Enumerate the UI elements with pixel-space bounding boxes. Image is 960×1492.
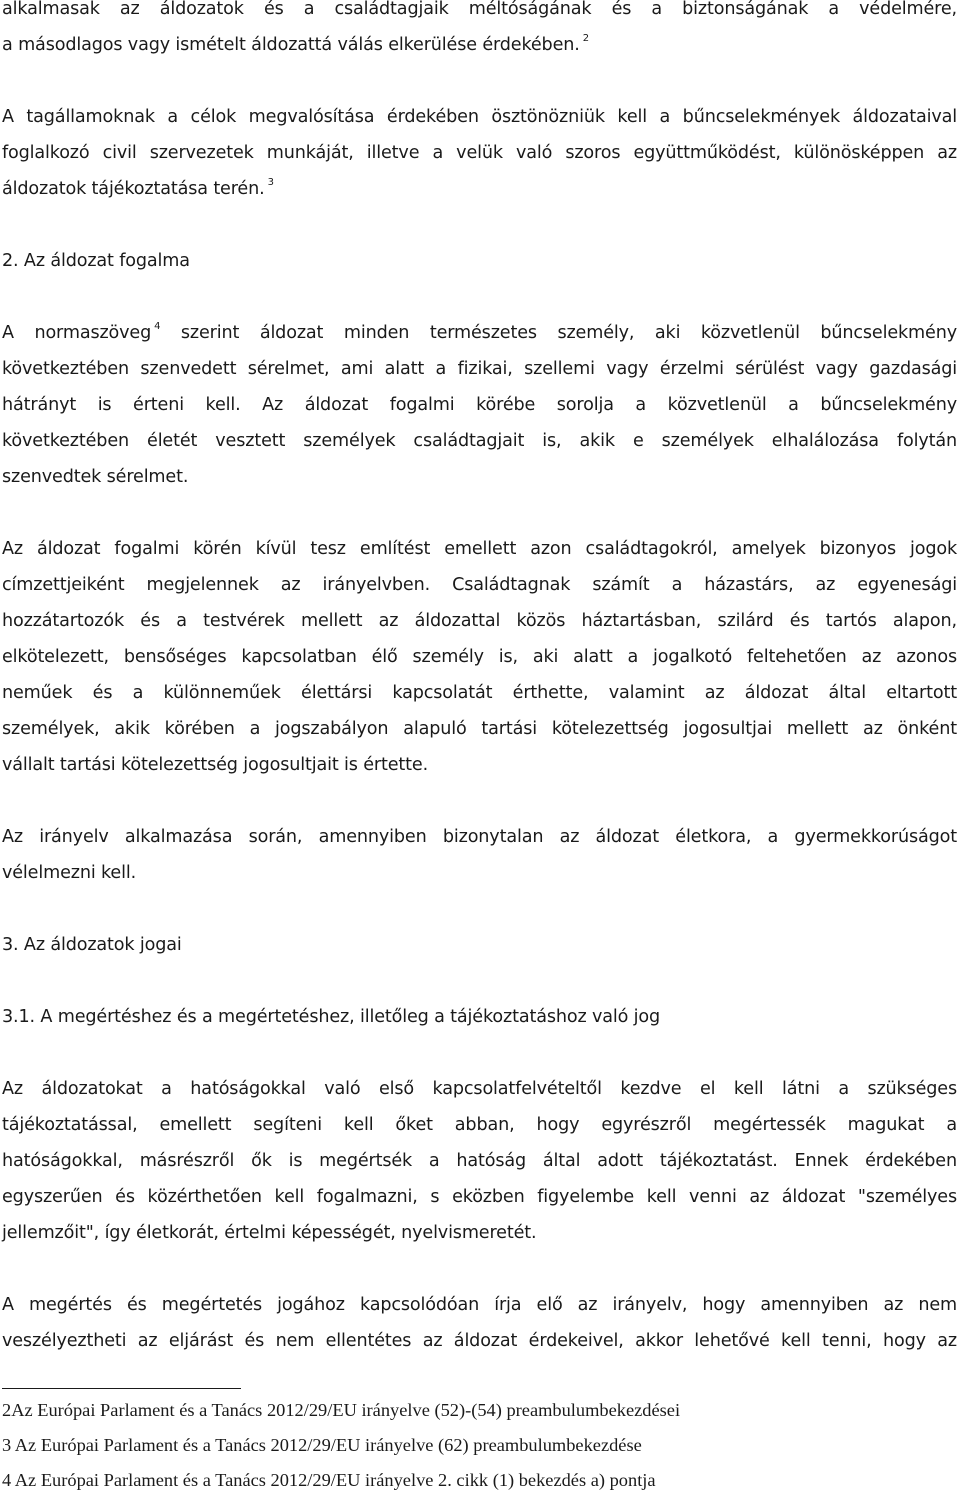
paragraph-line: vállalt tartási kötelezettség jogosultjait is értette. bbox=[2, 755, 429, 775]
paragraph-line: Az irányelv alkalmazása során, amennyiben bizonytalan az áldozat életkora, a gyermekkorúságot bbox=[2, 827, 957, 847]
paragraph-line: tájékoztatással, emellett segíteni kell őket abban, hogy egyrészről megértessék magukat a bbox=[2, 1115, 957, 1135]
section-heading: 3. Az áldozatok jogai bbox=[2, 935, 182, 955]
paragraph-text: A normaszöveg bbox=[2, 323, 152, 343]
paragraph-line: A tagállamoknak a célok megvalósítása érdekében ösztönözniük kell a bűncselekmények áldozataival bbox=[2, 107, 957, 127]
paragraph-line: következtében életét vesztett személyek családtagjait is, akik e személyek elhalálozása folytán bbox=[2, 431, 957, 451]
paragraph-line: alkalmasak az áldozatok és a családtagjaik méltóságának és a biztonságának a védelmére, bbox=[2, 0, 957, 19]
paragraph-line: Az áldozat fogalmi körén kívül tesz említést emellett azon családtagokról, amelyek bizonyos jogok bbox=[2, 539, 957, 559]
paragraph-line: vélelmezni kell. bbox=[2, 863, 137, 883]
paragraph-line: A megértés és megértetés jogához kapcsolódóan írja elő az irányelv, hogy amennyiben az nem bbox=[2, 1295, 957, 1315]
paragraph-line: jellemzőit", így életkorát, értelmi képességét, nyelvismeretét. bbox=[2, 1223, 537, 1243]
footnote: 4 Az Európai Parlament és a Tanács 2012/29/EU irányelve 2. cikk (1) bekezdés a) pontja bbox=[2, 1470, 656, 1490]
footnote: 3 Az Európai Parlament és a Tanács 2012/29/EU irányelve (62) preambulumbekezdése bbox=[2, 1435, 642, 1455]
section-heading: 2. Az áldozat fogalma bbox=[2, 251, 190, 271]
paragraph-text: a másodlagos vagy ismételt áldozattá válás elkerülése érdekében. bbox=[2, 35, 580, 55]
footnote: 2Az Európai Parlament és a Tanács 2012/29/EU irányelve (52)-(54) preambulumbekezdései bbox=[2, 1400, 681, 1420]
paragraph-text: áldozatok tájékoztatása terén. bbox=[2, 179, 265, 199]
paragraph-line: foglalkozó civil szervezetek munkáját, illetve a velük való szoros együttműködést, különösképpen az bbox=[2, 143, 957, 163]
subsection-heading: 3.1. A megértéshez és a megértetéshez, illetőleg a tájékoztatáshoz való jog bbox=[2, 1007, 661, 1027]
paragraph-line: hatóságokkal, másrészről ők is megértsék a hatóság által adott tájékoztatást. Ennek érdekében bbox=[2, 1151, 957, 1171]
paragraph-line: személyek, akik körében a jogszabályon alapuló tartási kötelezettség jogosultjai mellett az önként bbox=[2, 719, 957, 739]
footnote-ref[interactable]: 2 bbox=[582, 33, 589, 44]
paragraph-line: veszélyeztheti az eljárást és nem ellentétes az áldozat érdekeivel, akkor lehetővé kell tenni, hogy az bbox=[2, 1331, 957, 1351]
paragraph-line: Az áldozatokat a hatóságokkal való első kapcsolatfelvételtől kezdve el kell látni a szükséges bbox=[2, 1079, 957, 1099]
paragraph-line: szenvedtek sérelmet. bbox=[2, 467, 189, 487]
paragraph-line bbox=[2, 32, 957, 58]
paragraph-line: neműek és a különneműek élettársi kapcsolatát érthette, valamint az áldozat által eltartott bbox=[2, 683, 957, 703]
paragraph-line: egyszerűen és közérthetően kell fogalmazni, s eközben figyelembe kell venni az áldozat "személyes bbox=[2, 1187, 957, 1207]
footnote-ref[interactable]: 3 bbox=[267, 177, 274, 188]
footnote-ref[interactable]: 4 bbox=[154, 321, 161, 332]
paragraph-line: címzettjeiként megjelennek az irányelvben. Családtagnak számít a házastárs, az egyenesági bbox=[2, 575, 957, 595]
paragraph-line bbox=[2, 320, 957, 346]
footnote-separator bbox=[2, 1388, 241, 1389]
paragraph-line: következtében szenvedett sérelmet, ami alatt a fizikai, szellemi vagy érzelmi sérülést vagy gazdasági bbox=[2, 359, 957, 379]
paragraph-line: elkötelezett, bensőséges kapcsolatban élő személy is, aki alatt a jogalkotó feltehetően az azonos bbox=[2, 647, 957, 667]
paragraph-text: szerint áldozat minden természetes személy, aki közvetlenül bűncselekmény bbox=[180, 323, 957, 343]
paragraph-line: hozzátartozók és a testvérek mellett az áldozattal közös háztartásban, szilárd és tartós alapon, bbox=[2, 611, 957, 631]
paragraph-line: hátrányt is érteni kell. Az áldozat fogalmi körébe sorolja a közvetlenül a bűncselekmény bbox=[2, 395, 957, 415]
paragraph-line bbox=[2, 176, 957, 202]
